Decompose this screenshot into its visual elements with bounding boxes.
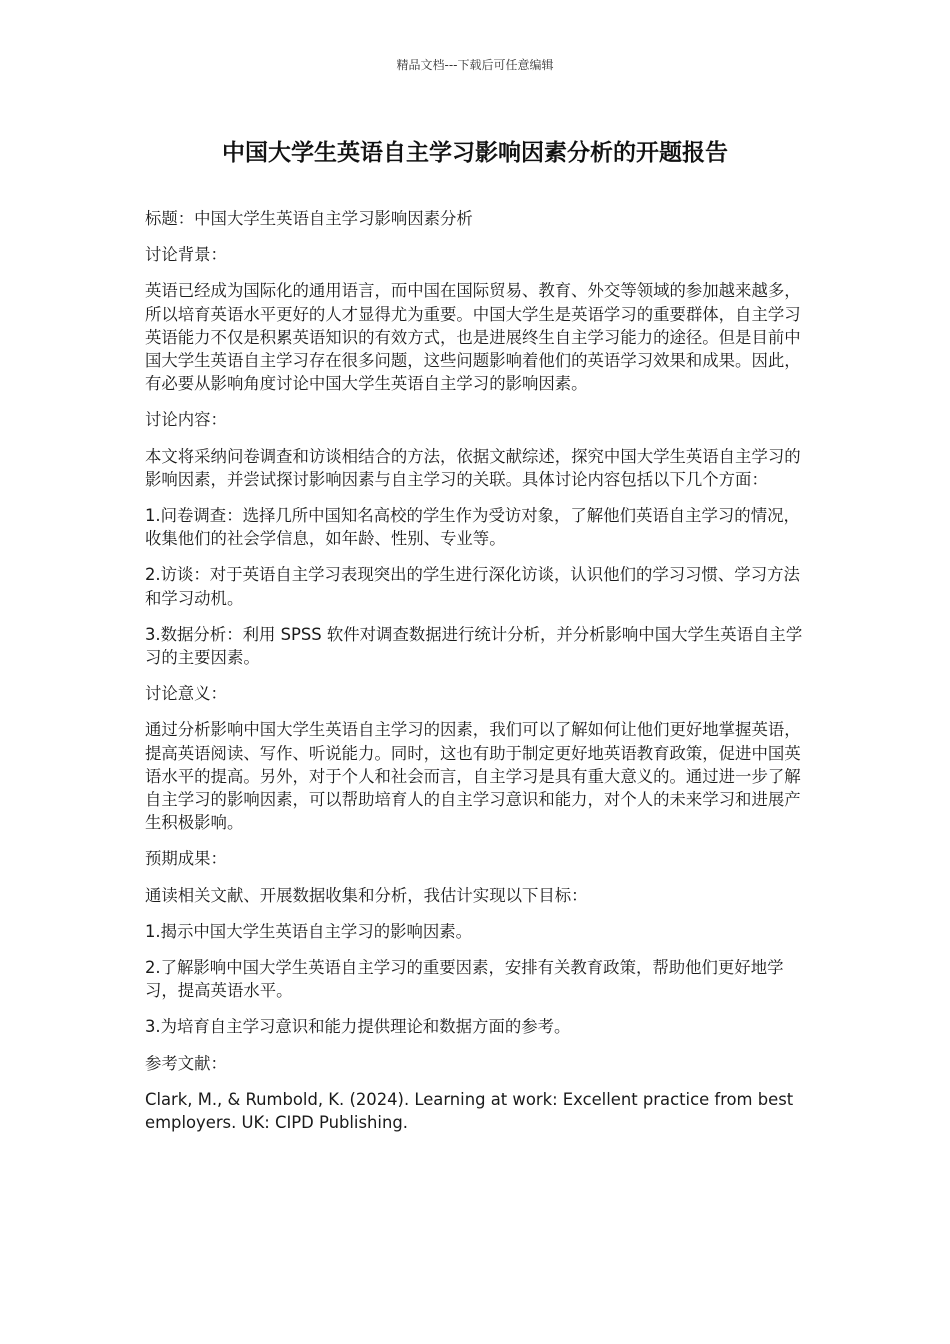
content-item-interview: 2.访谈：对于英语自主学习表现突出的学生进行深化访谈，认识他们的学习习惯、学习方法和学习动机。 bbox=[145, 565, 800, 608]
outcome-item-3: 3.为培育自主学习意识和能力提供理论和数据方面的参考。 bbox=[145, 1017, 571, 1037]
document-title: 中国大学生英语自主学习影响因素分析的开题报告 bbox=[222, 140, 728, 166]
background-paragraph: 英语已经成为国际化的通用语言，而中国在国际贸易、教育、外交等领域的参加越来越多，所以培育英语水平更好的人才显得尤为重要。中国大学生是英语学习的重要群体，自主学习英语能力不仅是积累英语知识的有效方式，也是进展终生自主学习能力的途径。但是目前中国大学生英语自主学习存在很多问题，这些问题影响着他们的英语学习效果和成果。因此，有必要从影响角度讨论中国大学生英语自主学习的影响因素。 bbox=[145, 281, 801, 394]
reference-entry: Clark, M., & Rumbold, K. (2024). Learning at work: Excellent practice from best employers. UK: CIPD Publishing. bbox=[145, 1089, 794, 1133]
section-heading-outcomes: 预期成果： bbox=[145, 849, 227, 869]
outcome-item-2: 2.了解影响中国大学生英语自主学习的重要因素，安排有关教育政策，帮助他们更好地学习，提高英语水平。 bbox=[145, 958, 784, 1001]
content-item-survey: 1.问卷调查：选择几所中国知名高校的学生作为受访对象，了解他们英语自主学习的情况，收集他们的社会学信息，如年龄、性别、专业等。 bbox=[145, 506, 800, 549]
content-intro-paragraph: 本文将采纳问卷调查和访谈相结合的方法，依据文献综述，探究中国大学生英语自主学习的影响因素，并尝试探讨影响因素与自主学习的关联。具体讨论内容包括以下几个方面： bbox=[145, 446, 801, 489]
section-heading-content: 讨论内容： bbox=[145, 410, 227, 430]
content-item-analysis: 3.数据分析：利用 SPSS 软件对调查数据进行统计分析，并分析影响中国大学生英语自主学习的主要因素。 bbox=[145, 624, 803, 668]
section-heading-significance: 讨论意义： bbox=[145, 684, 227, 704]
outcomes-intro-paragraph: 通读相关文献、开展数据收集和分析，我估计实现以下目标： bbox=[145, 885, 588, 905]
section-heading-background: 讨论背景： bbox=[145, 245, 227, 265]
header-note: 精品文档---下载后可任意编辑 bbox=[396, 58, 554, 72]
significance-paragraph: 通过分析影响中国大学生英语自主学习的因素，我们可以了解如何让他们更好地掌握英语，提高英语阅读、写作、听说能力。同时，这也有助于制定更好地英语教育政策，促进中国英语水平的提高。另外，对于个人和社会而言，自主学习是具有重大意义的。通过进一步了解自主学习的影响因素，可以帮助培育人的自主学习意识和能力，对个人的未来学习和进展产生积极影响。 bbox=[145, 720, 801, 833]
outcome-item-1: 1.揭示中国大学生英语自主学习的影响因素。 bbox=[145, 921, 473, 941]
section-heading-references: 参考文献： bbox=[145, 1053, 227, 1073]
document-body bbox=[145, 207, 807, 1147]
title-line: 标题：中国大学生英语自主学习影响因素分析 bbox=[145, 209, 473, 228]
